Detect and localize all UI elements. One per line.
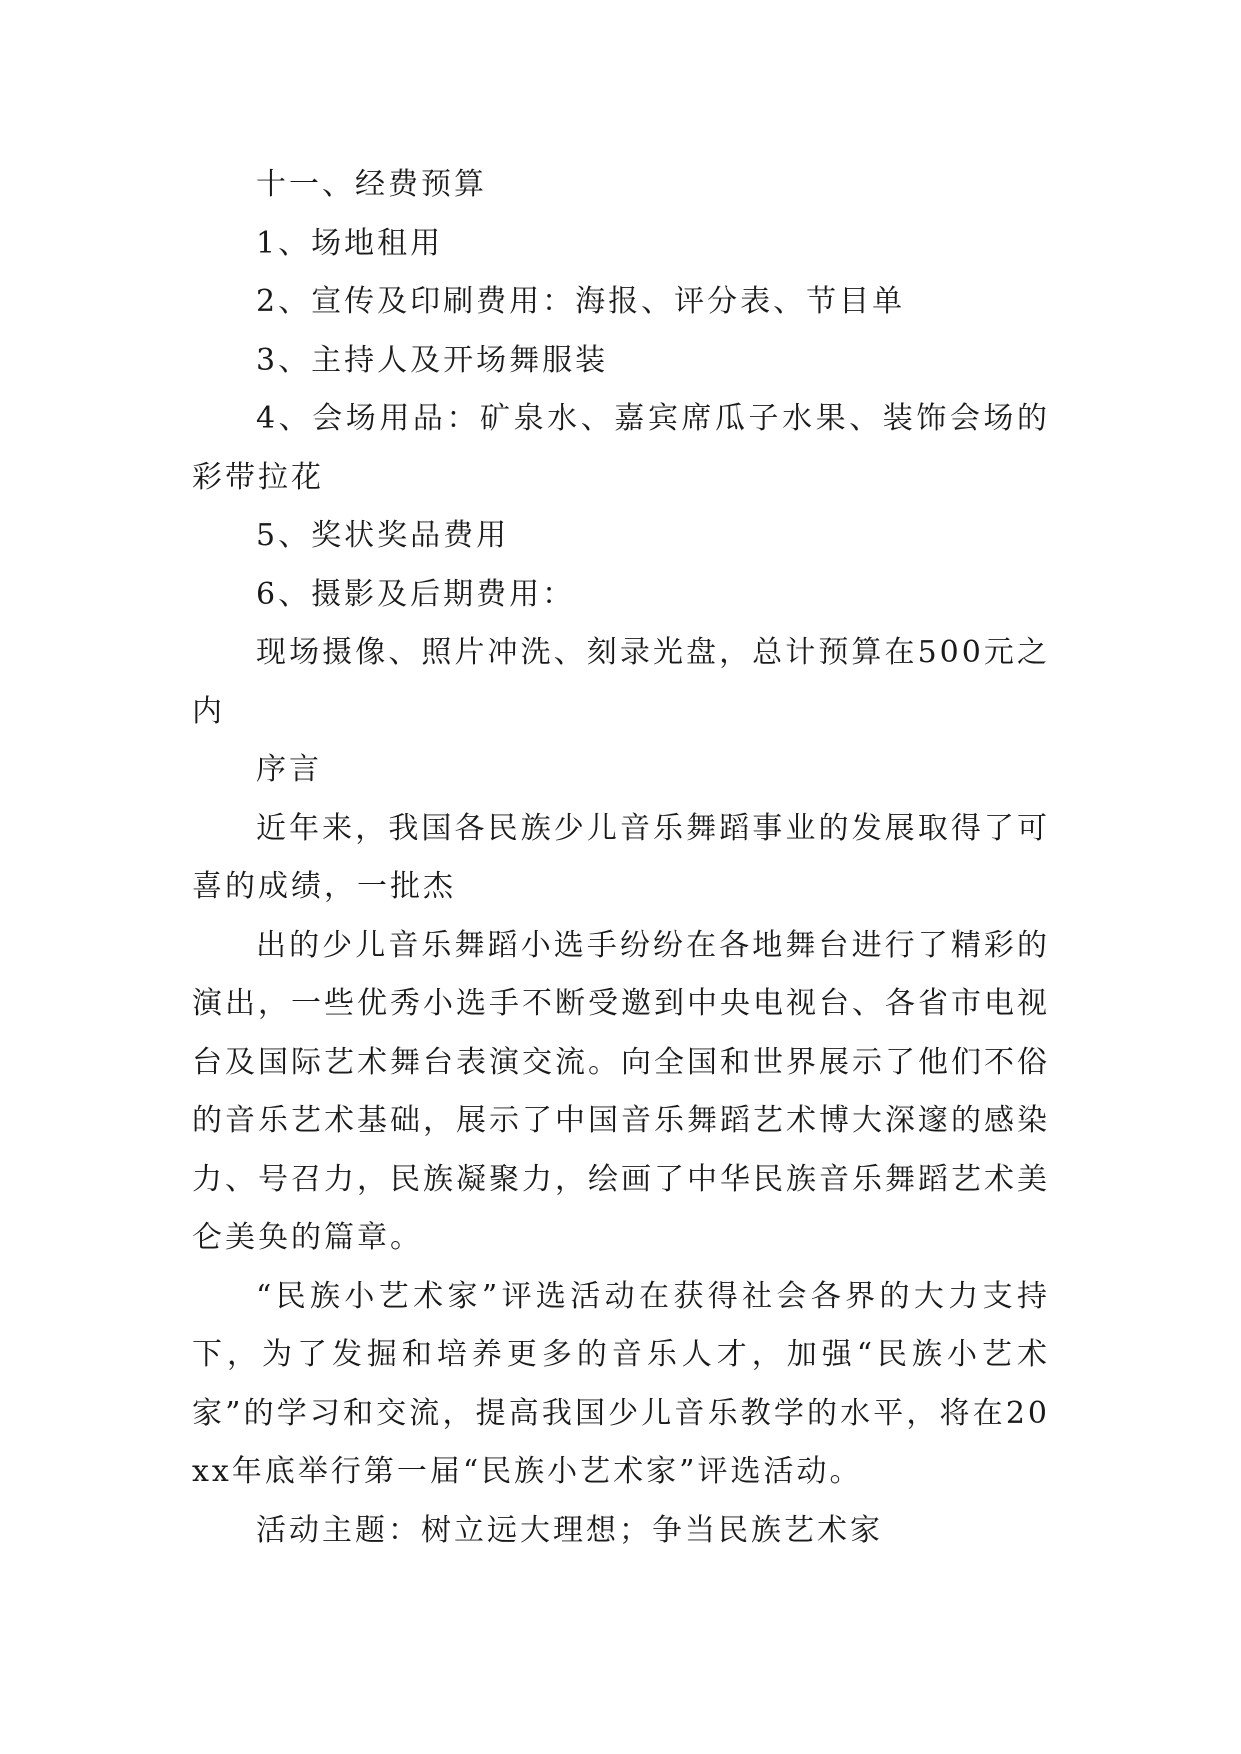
budget-item-supplies: 4、会场用品：矿泉水、嘉宾席瓜子水果、装饰会场的彩带拉花: [192, 401, 1050, 495]
budget-item-awards: 5、奖状奖品费用: [256, 518, 510, 553]
section-heading-budget: 十一、经费预算: [256, 167, 487, 202]
budget-item-venue: 1、场地租用: [256, 225, 444, 261]
budget-item-photography: 6、摄影及后期费用：: [256, 576, 576, 612]
preface-heading: 序言: [256, 752, 322, 787]
budget-item-costumes: 3、主持人及开场舞服装: [256, 342, 609, 378]
budget-total: 现场摄像、照片冲洗、刻录光盘，总计预算在500元之内: [192, 635, 1050, 729]
budget-item-printing: 2、宣传及印刷费用：海报、评分表、节目单: [256, 284, 906, 319]
activity-theme: 活动主题：树立远大理想；争当民族艺术家: [256, 1512, 883, 1548]
document-body: [192, 156, 1050, 1560]
preface-paragraph: 近年来，我国各民族少儿音乐舞蹈事业的发展取得了可喜的成绩，一批杰: [192, 810, 1050, 904]
preface-paragraph: 出的少儿音乐舞蹈小选手纷纷在各地舞台进行了精彩的演出，一些优秀小选手不断受邀到中央电视台、各省市电视台及国际艺术舞台表演交流。向全国和世界展示了他们不俗的音乐艺术基础，展示了中国音乐舞蹈艺术博大深邃的感染力、号召力，民族凝聚力，绘画了中华民族音乐舞蹈艺术美仑美奂的篇章。: [192, 927, 1050, 1255]
preface-paragraph: “民族小艺术家”评选活动在获得社会各界的大力支持下，为了发掘和培养更多的音乐人才，加强“民族小艺术家”的学习和交流，提高我国少儿音乐教学的水平，将在20xx年底举行第一届“民族小艺术家”评选活动。: [192, 1278, 1050, 1489]
